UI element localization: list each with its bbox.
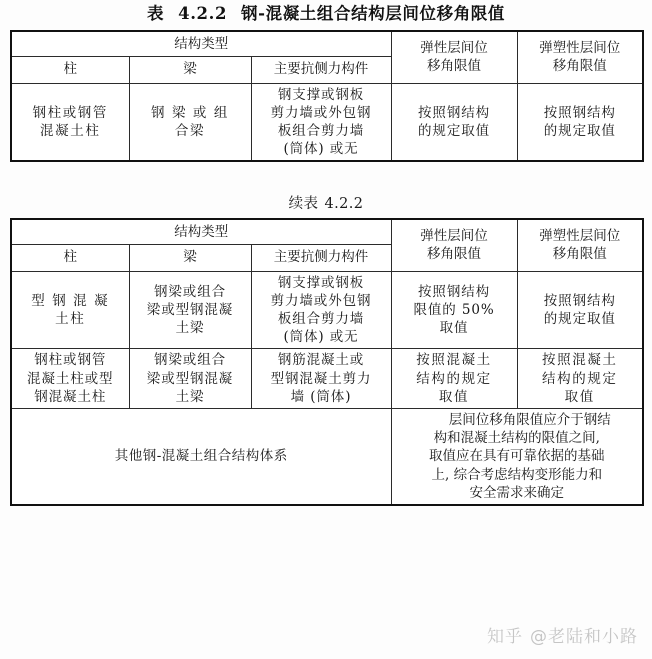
watermark-handle: @老陆和小路 (530, 627, 638, 647)
cell-lateral-members: 钢支撑或钢板 剪力墙或外包钢 板组合剪力墙 (筒体) 或无 (251, 271, 391, 349)
cell-elastoplastic-limit: 按照混凝土 结构的规定 取值 (517, 349, 643, 409)
watermark-site: 知乎 (487, 627, 523, 647)
continued-label: 续表 (288, 196, 319, 212)
table-row (11, 271, 643, 349)
header-elastic-limit: 弹性层间位 移角限值 (391, 219, 517, 271)
header-elastic-limit: 弹性层间位 移角限值 (391, 31, 517, 83)
cell-elastic-limit: 按照钢结构 的规定取值 (391, 83, 517, 161)
header-beam: 梁 (129, 56, 251, 83)
cell-column: 钢柱或钢管 混凝土柱或型 钢混凝土柱 (11, 349, 129, 409)
cell-elastic-limit: 按照钢结构 限值的 50% 取值 (391, 271, 517, 349)
table-continued (10, 218, 644, 506)
header-structure-type: 结构类型 (11, 219, 391, 244)
table-row (11, 83, 643, 161)
header-structure-type: 结构类型 (11, 31, 391, 56)
table-row (11, 31, 643, 56)
table-main (10, 30, 644, 162)
title-text: 钢-混凝土组合结构层间位移角限值 (241, 4, 505, 23)
header-elastoplastic-limit: 弹塑性层间位 移角限值 (517, 219, 643, 271)
cell-beam: 钢 梁 或 组 合梁 (129, 83, 251, 161)
cell-lateral-members: 钢支撑或钢板 剪力墙或外包钢 板组合剪力墙 (筒体) 或无 (251, 83, 391, 161)
header-lateral-members: 主要抗侧力构件 (251, 56, 391, 83)
cell-other-systems: 其他钢-混凝土组合结构体系 (11, 409, 391, 506)
cell-lateral-members: 钢筋混凝土或 型钢混凝土剪力 墙 (筒体) (251, 349, 391, 409)
cell-elastoplastic-limit: 按照钢结构 的规定取值 (517, 83, 643, 161)
continued-number: 4.2.2 (324, 196, 364, 212)
title-number: 4.2.2 (178, 4, 228, 23)
cell-elastoplastic-limit: 按照钢结构 的规定取值 (517, 271, 643, 349)
header-column: 柱 (11, 244, 129, 271)
header-elastoplastic-limit: 弹塑性层间位 移角限值 (517, 31, 643, 83)
table-row (11, 219, 643, 244)
header-column: 柱 (11, 56, 129, 83)
header-lateral-members: 主要抗侧力构件 (251, 244, 391, 271)
cell-elastic-limit: 按照混凝土 结构的规定 取值 (391, 349, 517, 409)
cell-note-text: 层间位移角限值应介于钢结 构和混凝土结构的限值之间, 取值应在具有可靠依据的基础 上, 综合考虑结构变形能力和 安全需求来确定 (391, 409, 643, 506)
cell-beam: 钢梁或组合 梁或型钢混凝 土梁 (129, 271, 251, 349)
page-title (0, 5, 652, 23)
cell-beam: 钢梁或组合 梁或型钢混凝 土梁 (129, 349, 251, 409)
watermark (487, 622, 638, 647)
cell-column: 型 钢 混 凝 土柱 (11, 271, 129, 349)
header-beam: 梁 (129, 244, 251, 271)
title-label: 表 (147, 4, 165, 23)
continued-table-title (0, 192, 652, 213)
cell-column: 钢柱或钢管 混凝土柱 (11, 83, 129, 161)
table-row (11, 349, 643, 409)
table-row-note (11, 409, 643, 506)
